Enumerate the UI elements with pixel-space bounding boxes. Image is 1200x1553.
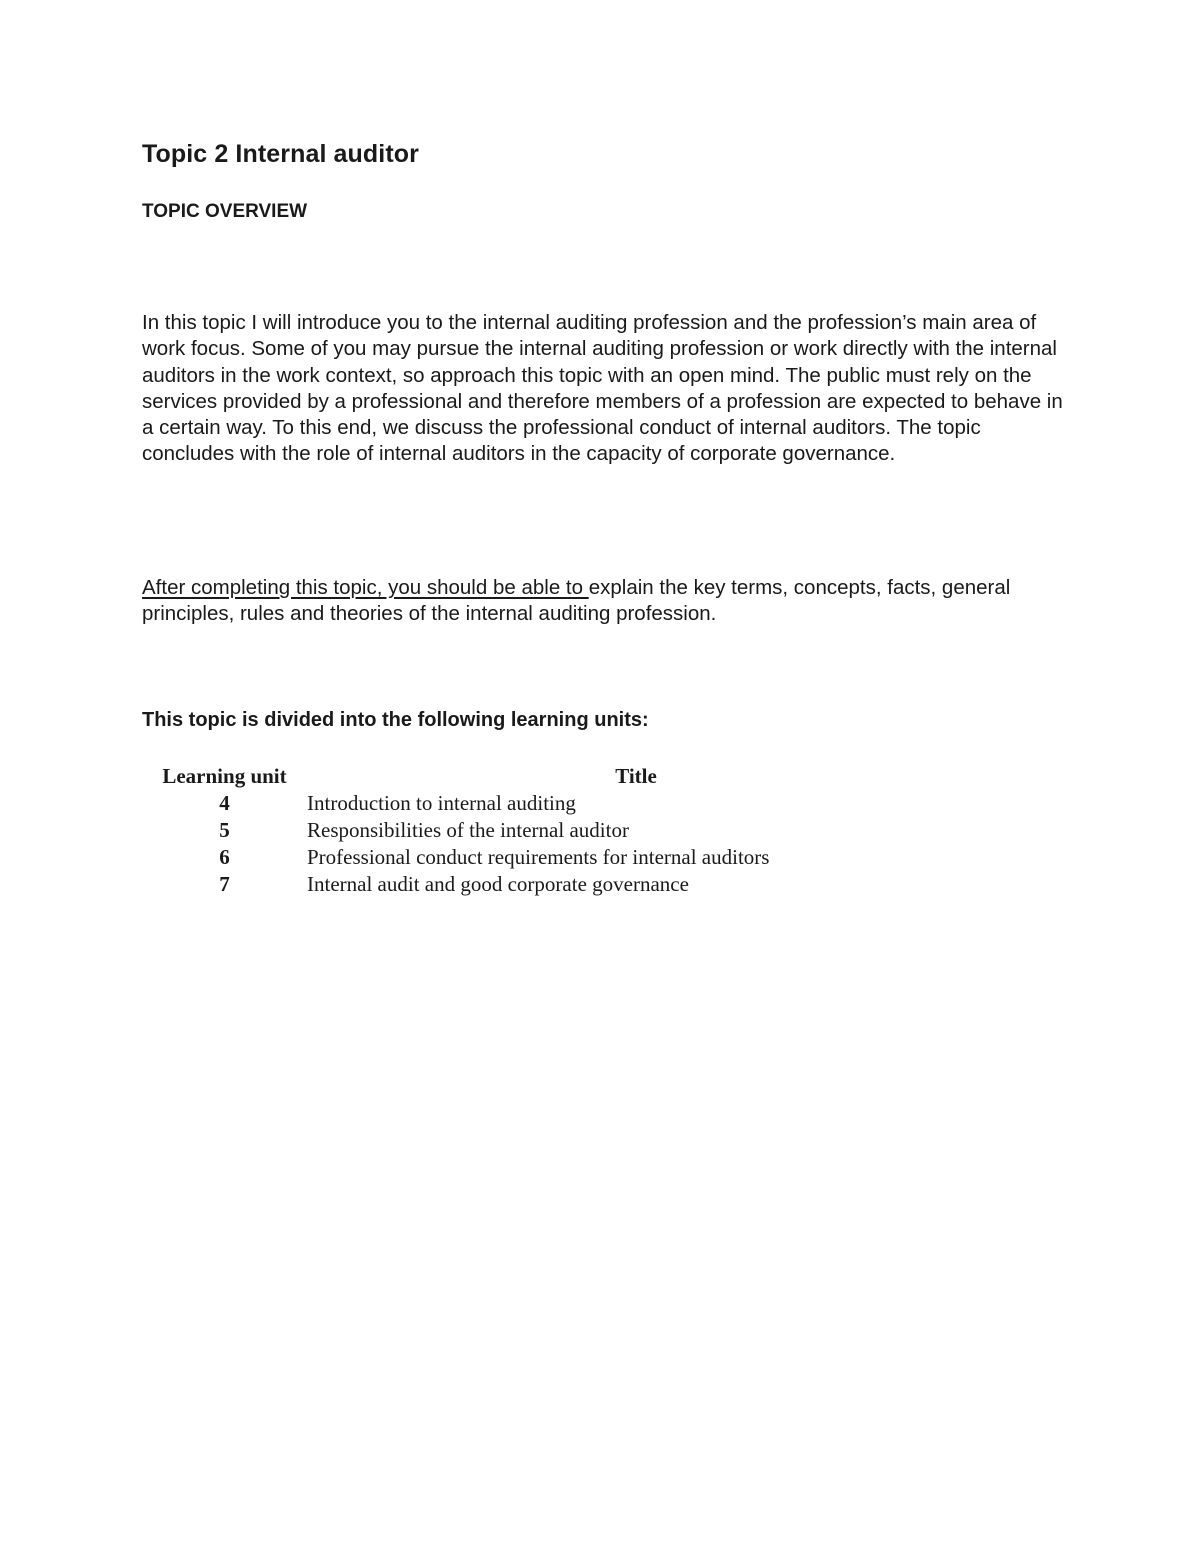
learning-outcome-paragraph xyxy=(142,575,1072,628)
unit-title: Professional conduct requirements for internal auditors xyxy=(307,845,770,869)
learning-units-heading: This topic is divided into the following learning units: xyxy=(142,709,649,731)
unit-title: Internal audit and good corporate governance xyxy=(307,872,689,896)
table-row xyxy=(148,871,971,898)
page-title: Topic 2 Internal auditor xyxy=(142,140,419,168)
table-row xyxy=(148,817,971,844)
table-header-row xyxy=(148,763,971,790)
outcome-text: explain the key terms, concepts, facts, general principles, rules and theories of the internal auditing profession. xyxy=(142,576,1011,626)
column-header-title: Title xyxy=(615,764,657,788)
overview-heading: TOPIC OVERVIEW xyxy=(142,201,308,222)
intro-paragraph: In this topic I will introduce you to the internal auditing profession and the profession’s main area of work focus. Some of you may pursue the internal auditing profession or work directly with the internal auditors in the work context, so approach this topic with an open mind. The public must rely on the services provided by a professional and therefore members of a profession are expected to behave in a certain way. To this end, we discuss the professional conduct of internal auditors. The topic concludes with the role of internal auditors in the capacity of corporate governance. xyxy=(142,311,1063,466)
unit-number: 5 xyxy=(219,818,230,842)
column-header-learning-unit: Learning unit xyxy=(162,764,287,788)
unit-title: Responsibilities of the internal auditor xyxy=(307,818,629,842)
table-row xyxy=(148,844,971,871)
unit-title: Introduction to internal auditing xyxy=(307,791,576,815)
outcome-lead: After completing this topic, you should be able to xyxy=(142,576,589,599)
learning-units-table xyxy=(148,763,971,898)
table-row xyxy=(148,790,971,817)
unit-number: 7 xyxy=(219,872,230,896)
unit-number: 4 xyxy=(219,791,230,815)
unit-number: 6 xyxy=(219,845,230,869)
